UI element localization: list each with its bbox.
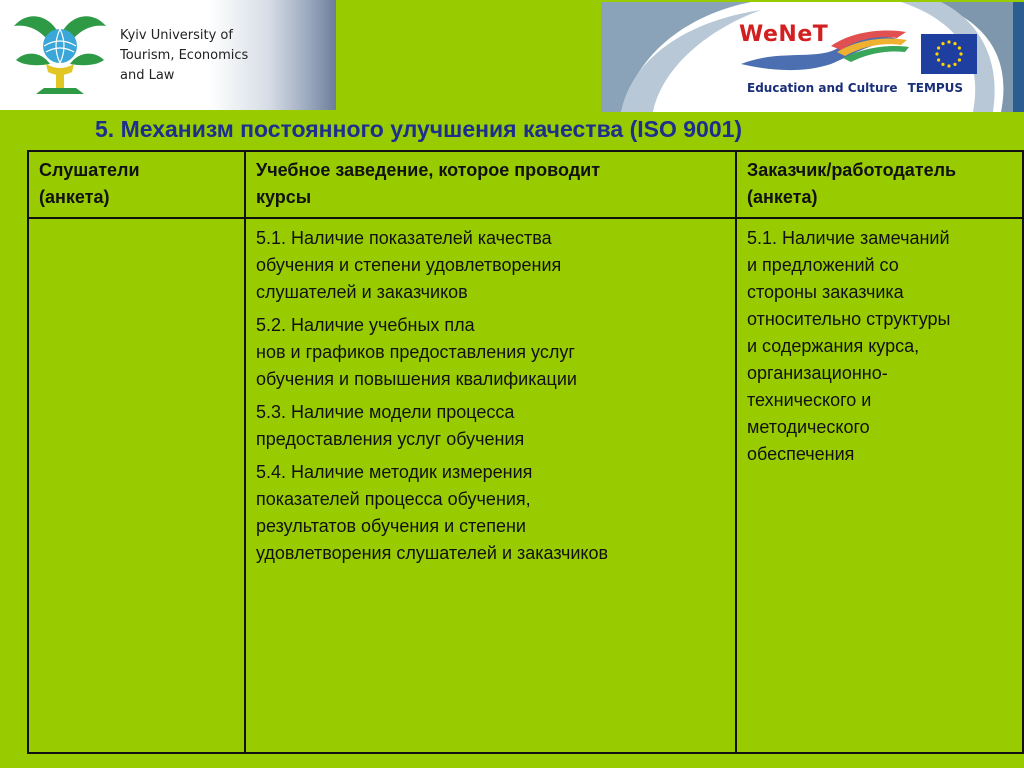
- table-header-row: [28, 151, 1023, 218]
- text-line: организационно-: [747, 363, 888, 383]
- text-line: 5.3. Наличие модели процесса: [256, 402, 515, 422]
- wenet-tempus-logo: [601, 2, 1024, 112]
- cell-customer: [736, 218, 1023, 753]
- text-line: 5.1. Наличие показателей качества: [256, 228, 552, 248]
- text-line: нов и графиков предоставления услуг: [256, 342, 575, 362]
- text-line: 5.2. Наличие учебных пла: [256, 315, 475, 335]
- header-line: (анкета): [747, 187, 818, 207]
- table-row: [28, 218, 1023, 753]
- text-line: стороны заказчика: [747, 282, 904, 302]
- header-cell-listeners: [28, 151, 245, 218]
- header-line: Заказчик/работодатель: [747, 160, 957, 180]
- header-cell-customer: [736, 151, 1023, 218]
- cell-institution: [245, 218, 736, 753]
- text-line: и предложений со: [747, 255, 899, 275]
- quality-improvement-table: [27, 150, 1024, 754]
- text-line: обучения и степени удовлетворения: [256, 255, 562, 275]
- header-line: Слушатели: [39, 160, 140, 180]
- header-line: Учебное заведение, которое проводит: [256, 160, 601, 180]
- university-logo: [0, 0, 336, 110]
- text-line: слушателей и заказчиков: [256, 282, 468, 302]
- kyiv-university-emblem-icon: [6, 6, 114, 104]
- text-line: удовлетворения слушателей и заказчиков: [256, 543, 609, 563]
- text-line: методического: [747, 417, 870, 437]
- list-item: [747, 225, 1012, 468]
- cell-listeners: [28, 218, 245, 753]
- header-line: курсы: [256, 187, 312, 207]
- list-item: [256, 225, 725, 306]
- text-line: относительно структуры: [747, 309, 951, 329]
- university-name-line: Tourism, Economics: [120, 48, 249, 63]
- university-name-line: and Law: [120, 68, 175, 83]
- list-item: [256, 399, 725, 453]
- list-item: [256, 459, 725, 567]
- text-line: и содержания курса,: [747, 336, 920, 356]
- education-culture-text: Education and Culture: [747, 81, 898, 95]
- text-line: предоставления услуг обучения: [256, 429, 525, 449]
- list-item: [256, 312, 725, 393]
- text-line: обеспечения: [747, 444, 855, 464]
- text-line: показателей процесса обучения,: [256, 489, 531, 509]
- tempus-text: TEMPUS: [907, 81, 964, 95]
- header-cell-institution: [245, 151, 736, 218]
- program-caption: [747, 81, 973, 95]
- text-line: результатов обучения и степени: [256, 516, 526, 536]
- text-line: обучения и повышения квалификации: [256, 369, 577, 389]
- eu-flag-icon: [921, 34, 977, 74]
- university-name-line: Kyiv University of: [120, 28, 233, 43]
- header-line: (анкета): [39, 187, 110, 207]
- text-line: 5.1. Наличие замечаний: [747, 228, 950, 248]
- slide-title: 5. Механизм постоянного улучшения качества (ISO 9001): [95, 116, 743, 142]
- text-line: технического и: [747, 390, 872, 410]
- wenet-brand: WeNeT: [739, 22, 829, 47]
- text-line: 5.4. Наличие методик измерения: [256, 462, 533, 482]
